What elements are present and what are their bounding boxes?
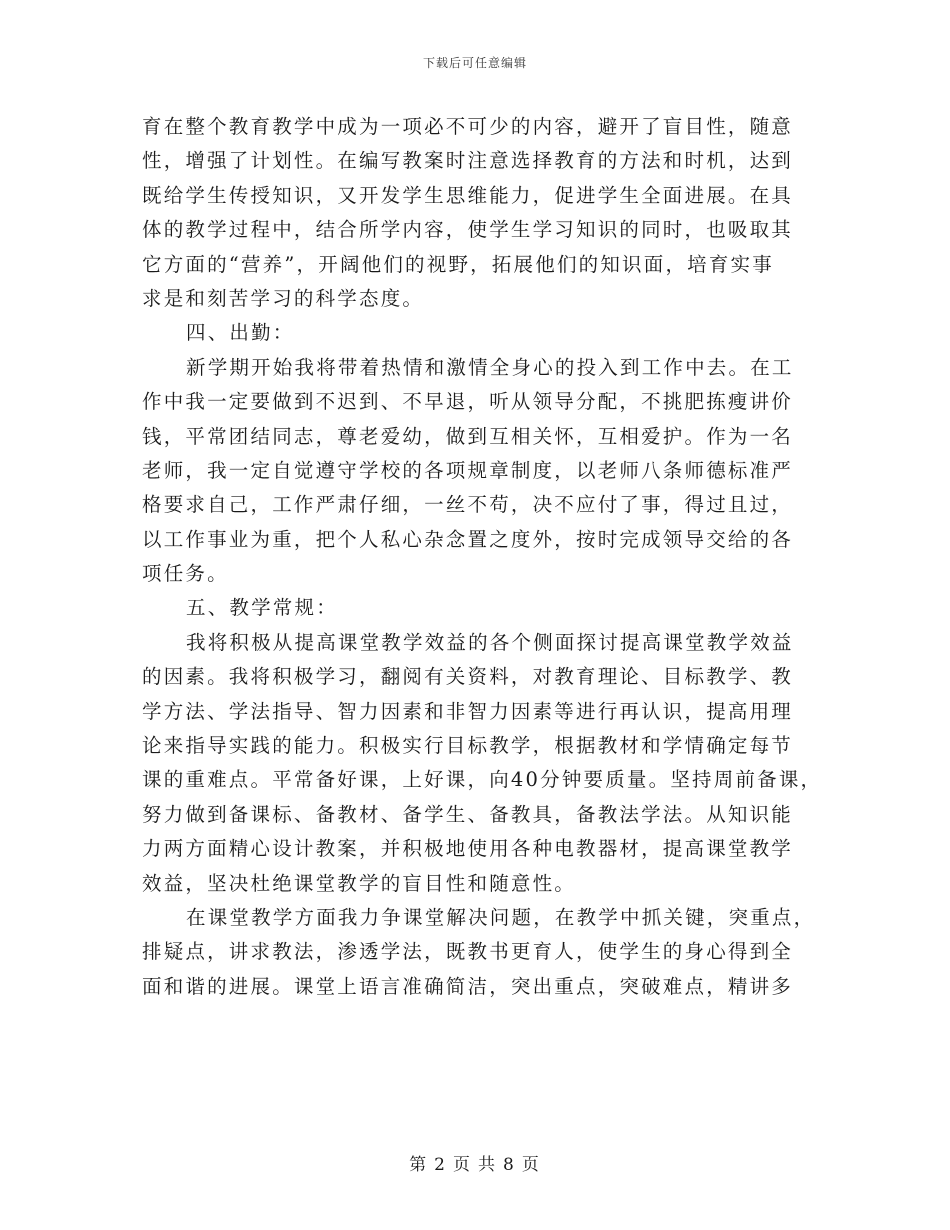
text-line: 它方面的“营养”，开阔他们的视野，拓展他们的知识面，培育实事 (142, 252, 774, 276)
document-body (142, 110, 823, 1004)
text-line: 新学期开始我将带着热情和激情全身心的投入到工作中去。在工 (186, 355, 794, 379)
text-line: 学方法、学法指导、智力因素和非智力因素等进行再认识，提高用理 (142, 699, 794, 723)
text-line: 求是和刻苦学习的科学态度。 (142, 286, 425, 310)
text-line: 老师，我一定自觉遵守学校的各项规章制度，以老师八条师德标准严 (142, 458, 794, 482)
page-total: 8 (503, 1155, 516, 1175)
text-line: 育在整个教育教学中成为一项必不可少的内容，避开了盲目性，随意 (142, 115, 794, 138)
text-line: 面和谐的进展。课堂上语言准确简洁，突出重点，突破难点，精讲多 (142, 974, 794, 998)
text-line: 我将积极从提高课堂教学效益的各个侧面探讨提高课堂教学效益 (186, 630, 794, 654)
text-line: 排疑点，讲求教法，渗透学法，既教书更育人，使学生的身心得到全 (142, 940, 794, 964)
text-line: 以工作事业为重，把个人私心杂念置之度外，按时完成领导交给的各 (142, 527, 794, 551)
text-line: 钱，平常团结同志，尊老爱幼，做到互相关怀，互相爱护。作为一名 (142, 424, 794, 448)
text-line: 努力做到备课标、备教材、备学生、备教具，备教法学法。从知识能 (142, 802, 794, 826)
page-total-prefix: 共 (478, 1155, 497, 1175)
text-line: 体的教学过程中，结合所学内容，使学生学习知识的同时，也吸取其 (142, 218, 794, 242)
text-line: 效益，坚决杜绝课堂教学的盲目性和随意性。 (142, 871, 577, 895)
text-line: 论来指导实践的能力。积极实行目标教学，根据教材和学情确定每节 (142, 734, 794, 758)
text-line: 项任务。 (142, 562, 229, 586)
page-footer (0, 1150, 950, 1175)
text-line: 性，增强了计划性。在编写教案时注意选择教育的方法和时机，达到 (142, 149, 794, 173)
text-line: 的因素。我将积极学习，翻阅有关资料，对教育理论、目标教学、教 (142, 665, 794, 689)
text-line: 作中我一定要做到不迟到、不早退，听从领导分配，不挑肥拣瘦讲价 (142, 390, 794, 414)
text-line: 课的重难点。平常备好课，上好课，向40分钟要质量。坚持周前备课， (142, 768, 823, 792)
page-number: 2 (434, 1155, 447, 1175)
text-line: 既给学生传授知识，又开发学生思维能力，促进学生全面进展。在具 (142, 183, 794, 207)
text-line: 在课堂教学方面我力争课堂解决问题，在教学中抓关键，突重点， (186, 905, 816, 929)
page-label-suffix: 页 (521, 1155, 541, 1175)
header-note: 下载后可任意编辑 (422, 56, 527, 70)
text-line: 四、出勤： (186, 321, 295, 345)
page-label-prefix: 第 (409, 1155, 429, 1175)
text-line: 力两方面精心设计教案，并积极地使用各种电教器材，提高课堂教学 (142, 837, 794, 861)
text-line: 格要求自己，工作严肃仔细，一丝不苟，决不应付了事，得过且过， (142, 493, 794, 517)
page-label-mid: 页 (453, 1155, 472, 1175)
text-line: 五、教学常规： (186, 596, 338, 620)
